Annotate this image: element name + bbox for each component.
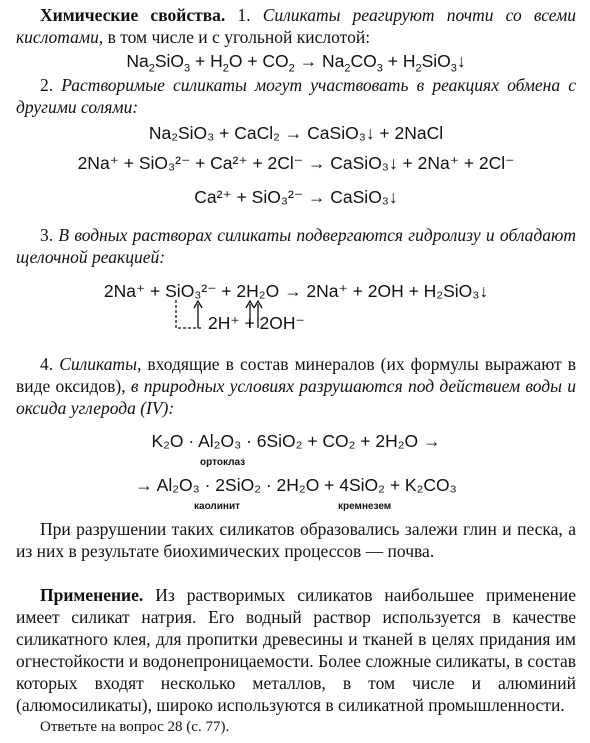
- equation-7: → Al₂O₃ · 2SiO₂ · 2H₂O + 4SiO₂ + K₂CO₃: [135, 475, 457, 495]
- equation-4: Ca²⁺ + SiO₃²⁻ → CaSiO₃↓: [194, 187, 398, 207]
- section-1: Химические свойства. 1. Силикаты реагируют почти со всеми кислотами, в том числе и с угольной кислотой:: [16, 5, 577, 47]
- equation-1: $Na_2SiO_3 + H_2O + CO_2 \to Na_2CO_3$ + $H_2SiO_3↓$: [126, 51, 466, 75]
- footer-question: Ответьте на вопрос 28 (с. 77).: [40, 719, 230, 735]
- label-orthoclase: ортоклаз: [200, 457, 246, 468]
- label-silica: кремнезем: [338, 501, 392, 512]
- section-3: 3. В водных растворах силикаты подвергаются гидролизу и обладают щелочной реакцией:: [16, 225, 576, 267]
- section-2: 2. Растворимые силикаты могут участвовать в реакциях обмена с другими солями:: [16, 75, 576, 117]
- equation-5-products: 2H⁺ + 2OH⁻: [208, 313, 305, 333]
- section-title: Химические свойства.: [40, 5, 226, 25]
- section-title: Применение.: [40, 585, 144, 605]
- section-4: 4. Силикаты, входящие в состав минералов (их формулы выражают в виде оксидов), в природных условиях разрушаются под действием воды и оксида углерода (IV):: [16, 354, 577, 418]
- equation-5: 2Na⁺ + SiO₃²⁻ + 2H₂O → 2Na⁺ + 2OH + H₂SiO₃↓: [103, 281, 489, 301]
- equation-3: 2Na⁺ + SiO₃²⁻ + Ca²⁺ + 2Cl⁻ → CaSiO₃↓ + 2Na⁺ + 2Cl⁻: [77, 153, 515, 173]
- paragraph-weathering: При разрушении таких силикатов образовались залежи глин и песка, а из них в результате биохимических процессов — почва.: [16, 519, 576, 561]
- section-application: Применение. Из растворимых силикатов наибольшее применение имеет силикат натрия. Его водный раствор используется в качестве силикатного клея, для пропитки древесины и тканей в целях придания им огнестойкости и водонепроницаемости. Более сложные силикаты, в состав которых входят несколько металлов, в том числе и алюминий (алюмосиликаты), широко используются в силикатной промышленности.: [16, 585, 576, 715]
- equation-6: K₂O · Al₂O₃ · 6SiO₂ + CO₂ + 2H₂O →: [151, 431, 441, 451]
- label-kaolinite: каолинит: [194, 501, 241, 512]
- equation-2: Na₂SiO₃ + CaCl₂ → CaSiO₃↓ + 2NaCl: [148, 123, 444, 143]
